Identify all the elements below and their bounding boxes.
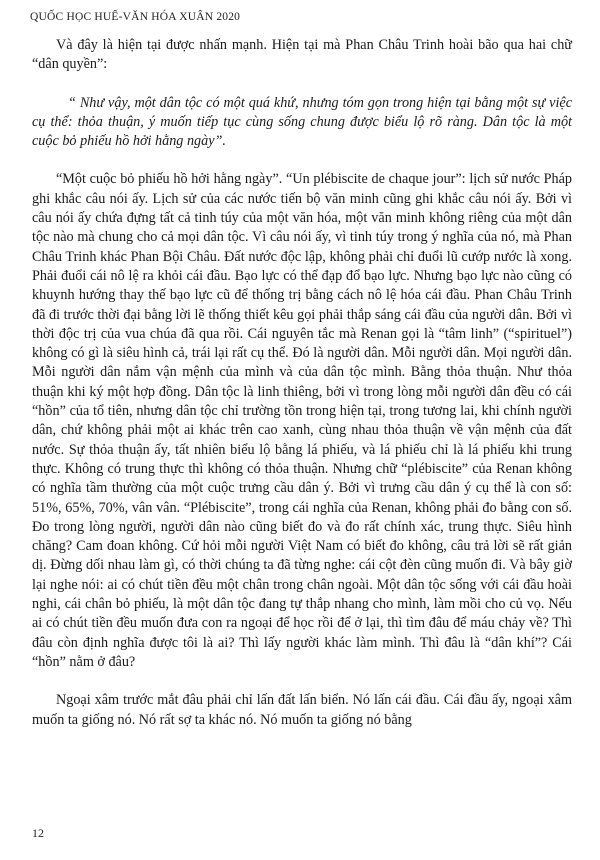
last-paragraph: Ngoại xâm trước mắt đâu phải chỉ lấn đất lấn biển. Nó lấn cái đầu. Cái đầu ấy, ngoại xâm muốn ta giống nó. Nó rất sợ ta khác nó. Nó muốn ta giống nó bằng bbox=[32, 692, 572, 728]
page-number: 12 bbox=[32, 826, 44, 840]
renan-quote: “ Như vậy, một dân tộc có một quá khứ, nhưng tóm gọn trong hiện tại bằng một sự việc cụ thể: thỏa thuận, ý muốn tiếp tục cùng sống chung được biểu lộ rõ ràng. Dân tộc là một cuộc bỏ phiếu hồ hởi hằng ngày”. bbox=[32, 94, 572, 150]
running-header: QUỐC HỌC HUẾ-VĂN HÓA XUÂN 2020 bbox=[30, 11, 241, 23]
main-paragraph: “Một cuộc bỏ phiếu hồ hởi hằng ngày”. “Un plébiscite de chaque jour”: lịch sử nước Pháp ghi khắc câu nói ấy. Lịch sử của các nước tiến bộ văn minh cũng ghi khắc câu nói ấy. Bởi vì câu nói ấy chứa đựng tất cả tinh túy của một văn hóa, một văn minh không riêng của một dân tộc nào mà chung cho cả mọi dân tộc. Vì câu nói ấy, vì tinh túy trong ý nghĩa của nó, mà Phan Châu Trinh khác Phan Bội Châu. Đất nước độc lập, không phải chỉ đuổi lũ cướp nước là xong. Phải đuổi cái nô lệ ra khỏi cái đầu. Bạo lực có thể đạp đổ bạo lực. Nhưng bạo lực nào cũng có khuynh hướng thay thế bạo lực cũ để thống trị bằng cách nô lệ hóa cái đầu. Phan Châu Trinh đã đi trước thời đại bằng lời lẽ thống thiết kêu gọi phải thắp sáng cái đầu của người dân. Bởi vì thời độc trị của vua chúa đã qua rồi. Cái nguyên tắc mà Renan gọi là “tâm linh” (“spirituel”) không có gì là siêu hình cả, trái lại rất cụ thể. Đó là người dân. Mỗi người dân. Mọi người dân. Mỗi người dân nắm vận mệnh của mình và của dân tộc mình. Bằng thỏa thuận. Như thỏa thuận khi ký một hợp đồng. Dân tộc là linh thiêng, bởi vì trong lòng mỗi người dân đều có cái “hồn” của tổ tiên, nhưng dân tộc chỉ trường tồn trong hiện tại, trong tương lai, khi chính người dân, chứ không phải một ai khác trên cao xanh, cùng nhau thỏa thuận về vận mệnh của đất nước. Sự thỏa thuận ấy, tất nhiên biểu lộ bằng lá phiếu, và lá phiếu chỉ là lá phiếu khi trung thực. Không có trung thực thì không có thỏa thuận. Nhưng chữ “plébiscite” của Renan không có nghĩa tầm thường của một cuộc trưng cầu dân ý. Bởi vì trưng cầu dân ý cụ thể là con số: 51%, 65%, 70%, vân vân. “Plébiscite”, trong cái nghĩa của Renan, không phải đo bằng con số. Đo trong lòng người, người dân nào cũng biết đo và đo rất chính xác, trung thực. Siêu hình chăng? Cam đoan không. Cứ hỏi mỗi người Việt Nam có biết đo không, câu trả lời sẽ rất giản dị. Đừng dối nhau làm gì, có thời chúng ta đã từng nghe: cái cột đèn cũng muốn đi. Và bây giờ lại nghe nói: ai có chút tiền đều một chân trong chân ngoài. Một dân tộc sống với cái đầu hoài nghi, cái chân bỏ phiếu, là một dân tộc đang tự thắp nhang cho mình, làm mồi cho củ vọ. Nếu ai có chút tiền đều muốn đưa con ra ngoại để học rồi để ở lại, thì tìm đâu để máu chảy về? Thì đâu còn định nghĩa được tôi là ai? Thì lấy người khác làm mình. Thì đâu là “dân khí”? Cái “hồn” nằm ở đâu? bbox=[32, 171, 572, 670]
body-text bbox=[32, 36, 572, 730]
intro-paragraph: Và đây là hiện tại được nhấn mạnh. Hiện tại mà Phan Châu Trinh hoài bão qua hai chữ “dân quyền”: bbox=[32, 37, 572, 73]
